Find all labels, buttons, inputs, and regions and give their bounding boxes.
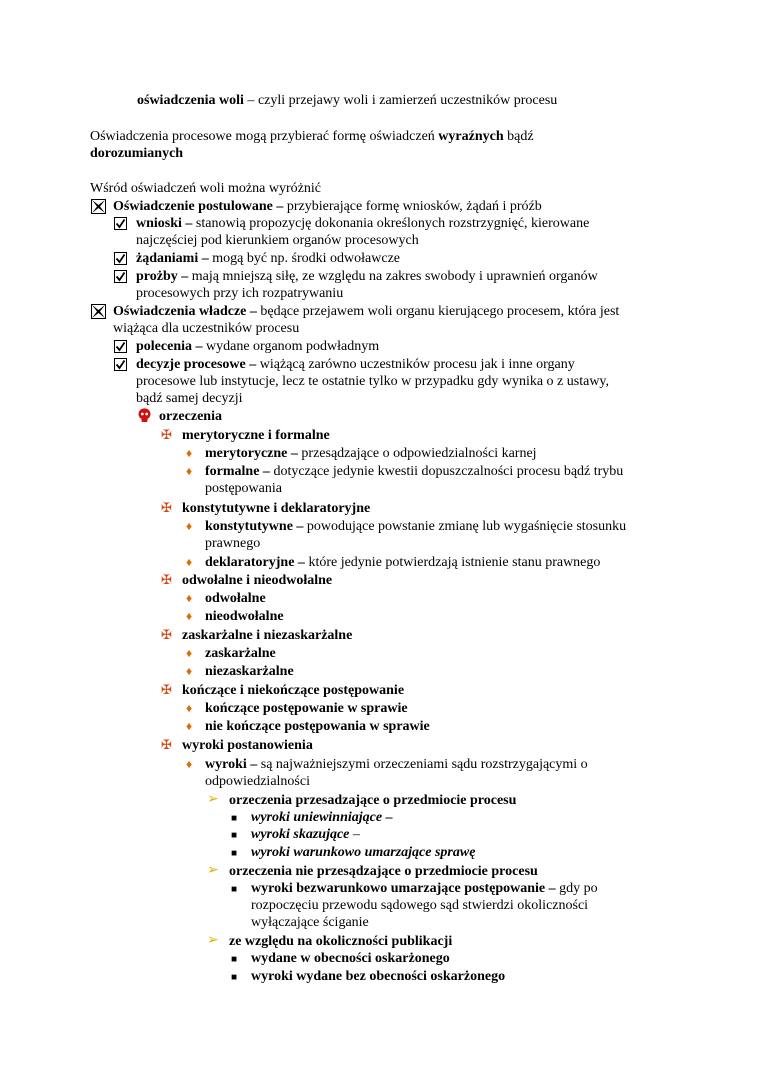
square-bullet-icon: ■ xyxy=(231,848,238,859)
list-item-cont: procesowych przy ich rozpatrywaniu xyxy=(136,286,344,301)
list-item: deklaratoryjne – które jedynie potwierdzają istnienie stanu prawnego xyxy=(205,555,601,570)
cross-icon: ✠ xyxy=(161,737,172,752)
diamond-icon: ♦ xyxy=(186,664,193,678)
paragraph: Wśród oświadczeń woli można wyróżnić xyxy=(90,181,321,196)
cross-icon: ✠ xyxy=(161,427,172,442)
list-item-cont: bądź samej decyzji xyxy=(136,391,243,406)
list-item: niezaskarżalne xyxy=(205,664,294,679)
list-item: kończące i niekończące postępowanie xyxy=(182,683,405,698)
square-bullet-icon: ■ xyxy=(231,813,238,824)
list-item: prożby – mają mniejszą siłę, ze względu na zakres swobody i uprawnień organów xyxy=(136,269,598,284)
list-item: kończące postępowanie w sprawie xyxy=(205,701,408,716)
square-bullet-icon: ■ xyxy=(231,830,238,841)
diamond-icon: ♦ xyxy=(186,646,193,660)
list-item: orzeczenia nie przesądzające o przedmiocie procesu xyxy=(229,864,538,879)
diamond-icon: ♦ xyxy=(186,555,193,569)
diamond-icon: ♦ xyxy=(186,757,193,771)
diamond-icon: ♦ xyxy=(186,519,193,533)
list-item: wyroki postanowienia xyxy=(182,738,313,753)
square-bullet-icon: ■ xyxy=(231,972,238,983)
list-item: wyroki skazujące – xyxy=(251,827,360,842)
diamond-icon: ♦ xyxy=(186,446,193,460)
list-item: nieodwołalne xyxy=(205,609,284,624)
cross-icon: ✠ xyxy=(161,627,172,642)
list-heading: Oświadczenie postulowane – przybierające formę wniosków, żądań i próźb xyxy=(113,199,542,214)
cross-icon: ✠ xyxy=(161,682,172,697)
list-item: formalne – dotyczące jedynie kwestii dopuszczalności procesu bądź trybu xyxy=(205,464,624,479)
list-item: orzeczenia przesadzające o przedmiocie procesu xyxy=(229,793,517,808)
list-item: polecenia – wydane organom podwładnym xyxy=(136,339,380,354)
list-item: wyroki wydane bez obecności oskarżonego xyxy=(251,969,506,984)
diamond-icon: ♦ xyxy=(186,719,193,733)
list-item: nie kończące postępowania w sprawie xyxy=(205,719,430,734)
list-item-cont: wyłączające ściganie xyxy=(251,915,369,930)
term-bold: oświadczenia woli xyxy=(137,93,244,108)
list-item-cont: prawnego xyxy=(205,536,261,551)
list-item-cont: procesowe lub instytucje, lecz te ostatnie tylko w przypadku gdy wynika o z ustawy, xyxy=(136,374,610,389)
list-item-cont: najczęściej pod kierunkiem organów procesowych xyxy=(136,233,419,248)
checkbox-icon xyxy=(114,217,127,230)
list-item: decyzje procesowe – wiążącą zarówno uczestników procesu jak i inne organy xyxy=(136,357,575,372)
x-box-icon xyxy=(91,199,106,214)
list-item: zaskarżalne xyxy=(205,646,276,661)
list-item: żądaniami – mogą być np. środki odwoławcze xyxy=(136,251,401,266)
list-item: wyroki warunkowo umarzające sprawę xyxy=(251,845,476,860)
list-item: odwołalne xyxy=(205,591,266,606)
diamond-icon: ♦ xyxy=(186,464,193,478)
cross-icon: ✠ xyxy=(161,500,172,515)
checkbox-icon xyxy=(114,252,127,265)
intro-line: oświadczenia woli – czyli przejawy woli i zamierzeń uczestników procesu xyxy=(137,93,558,108)
square-bullet-icon: ■ xyxy=(231,884,238,895)
x-box-icon xyxy=(91,304,106,319)
paragraph-cont: dorozumianych xyxy=(90,146,184,161)
list-item-cont: rozpoczęciu przewodu sądowego sąd stwierdzi okoliczności xyxy=(251,898,589,913)
list-item: merytoryczne i formalne xyxy=(182,428,330,443)
square-bullet-icon: ■ xyxy=(231,954,238,965)
list-item: zaskarżalne i niezaskarżalne xyxy=(182,628,353,643)
arrow-icon: ➢ xyxy=(207,933,219,948)
list-item: odwołalne i nieodwołalne xyxy=(182,573,333,588)
list-heading-cont: wiążąca dla uczestników procesu xyxy=(113,321,300,336)
list-item-cont: odpowiedzialności xyxy=(205,774,310,789)
diamond-icon: ♦ xyxy=(186,609,193,623)
checkbox-icon xyxy=(114,340,127,353)
list-item: wnioski – stanowią propozycję dokonania określonych rozstrzygnięć, kierowane xyxy=(136,216,590,231)
diamond-icon: ♦ xyxy=(186,701,193,715)
list-heading: Oświadczenia władcze – będące przejawem woli organu kierującego procesem, która jest xyxy=(113,304,620,319)
skull-icon xyxy=(138,408,151,423)
list-item-cont: postępowania xyxy=(205,481,282,496)
arrow-icon: ➢ xyxy=(207,863,219,878)
list-item: ze względu na okoliczności publikacji xyxy=(229,934,453,949)
list-item: konstytutywne i deklaratoryjne xyxy=(182,501,371,516)
cross-icon: ✠ xyxy=(161,572,172,587)
diamond-icon: ♦ xyxy=(186,591,193,605)
list-item: wyroki uniewinniające – xyxy=(251,810,393,825)
list-item: orzeczenia xyxy=(159,409,222,424)
checkbox-icon xyxy=(114,270,127,283)
list-item: wydane w obecności oskarżonego xyxy=(251,951,450,966)
arrow-icon: ➢ xyxy=(207,792,219,807)
list-item: wyroki bezwarunkowo umarzające postępowanie – gdy po xyxy=(251,881,598,896)
checkbox-icon xyxy=(114,358,127,371)
list-item: wyroki – są najważniejszymi orzeczeniami sądu rozstrzygającymi o xyxy=(205,757,588,772)
list-item: konstytutywne – powodujące powstanie zmianę lub wygaśnięcie stosunku xyxy=(205,519,627,534)
paragraph: Oświadczenia procesowe mogą przybierać formę oświadczeń wyraźnych bądź xyxy=(90,129,534,144)
list-item: merytoryczne – przesądzające o odpowiedzialności karnej xyxy=(205,446,537,461)
